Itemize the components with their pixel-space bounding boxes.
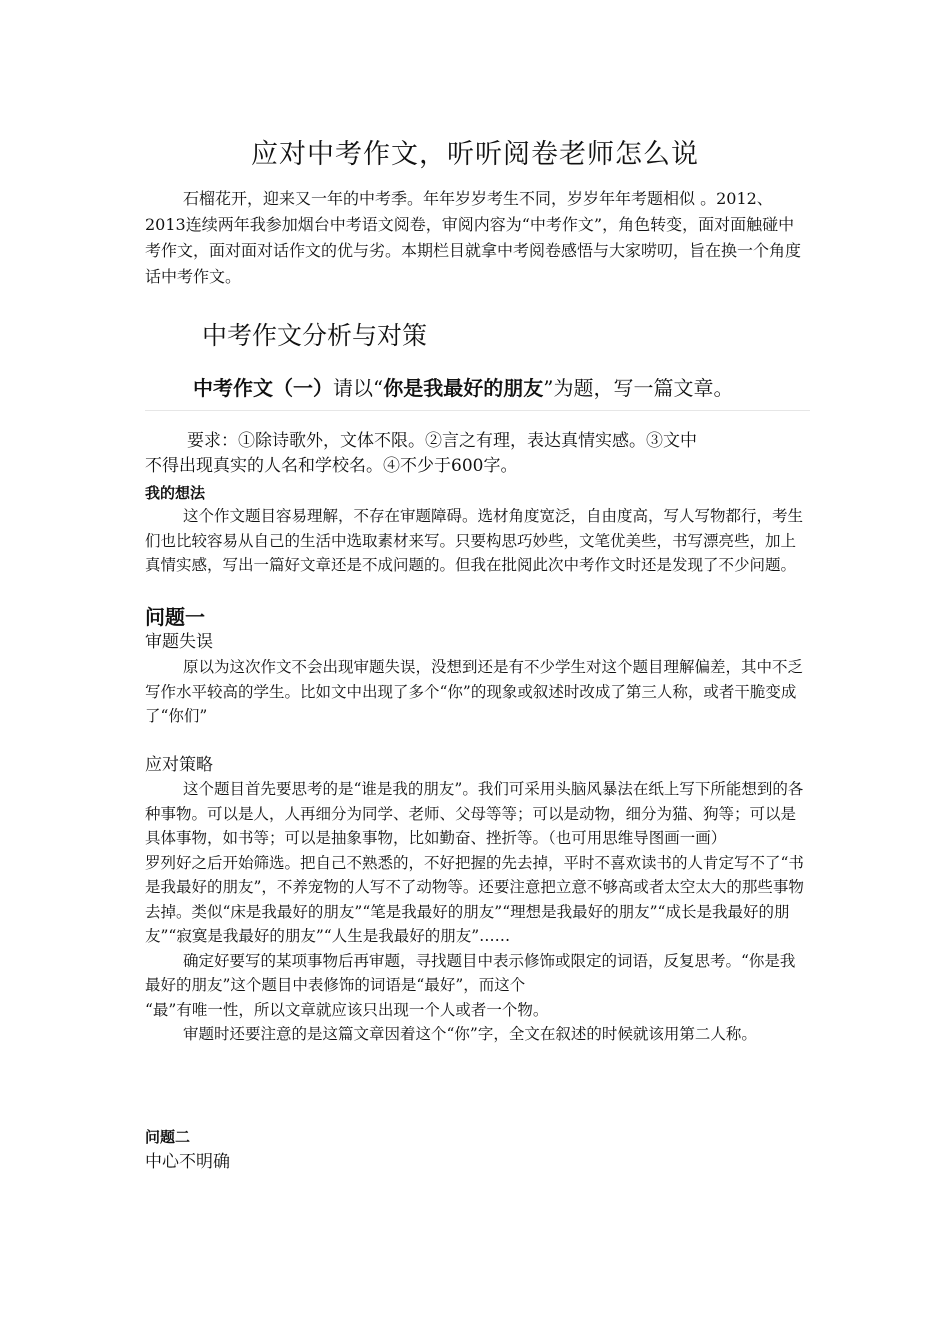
problem-two-heading: 问题二: [145, 1128, 191, 1146]
intro-paragraph: [145, 186, 810, 290]
strategy-paragraph-3a: 确定好要写的某项事物后再审题，寻找题目中表示修饰或限定的词语，反复思考。“你是我最好的朋友”这个题目中表修饰的词语是“最好”，而这个: [145, 951, 796, 994]
problem-two-section: [145, 1125, 810, 1175]
requirement-line-1: 要求：①除诗歌外，文体不限。②言之有理，表达真情实感。③文中: [187, 431, 697, 451]
intro-text: 石榴花开，迎来又一年的中考季。年年岁岁考生不同，岁岁年年考题相似 。2012、2013连续两年我参加烟台中考语文阅卷，审阅内容为“中考作文”，角色转变，面对面触碰中考作文，面对面对话作文的优与劣。本期栏目就拿中考阅卷感悟与大家唠叨，旨在换一个角度话中考作文。: [145, 189, 802, 286]
strategy-paragraph-1: 这个题目首先要思考的是“谁是我的朋友”。我们可采用头脑风暴法在纸上写下所能想到的各种事物。可以是人，人再细分为同学、老师、父母等等；可以是动物，细分为猫、狗等；可以是具体事物，如书等；可以是抽象事物，比如勤奋、挫折等。（也可用思维导图画一画）: [145, 780, 804, 847]
requirement-line-2: 不得出现真实的人名和学校名。④不少于600字。: [145, 456, 518, 476]
problem-one-subheading: 审题失误: [145, 632, 213, 652]
section-title: 中考作文分析与对策: [202, 321, 428, 350]
strategy-paragraph-3b: “最”有唯一性，所以文章就应该只出现一个人或者一个物。: [145, 1000, 549, 1019]
problem-one-text: 原以为这次作文不会出现审题失误，没想到还是有不少学生对这个题目理解偏差，其中不乏写作水平较高的学生。比如文中出现了多个“你”的现象或叙述时改成了第三人称，或者干脆变成了“你们”: [145, 658, 804, 725]
topic-text-1: 请以“: [333, 376, 384, 400]
essay-topic: [193, 372, 733, 401]
problem-two-subheading: 中心不明确: [145, 1152, 230, 1172]
strategy-paragraph-2: 罗列好之后开始筛选。把自己不熟悉的，不好把握的先去掉，平时不喜欢读书的人肯定写不了“书是我最好的朋友”，不养宠物的人写不了动物等。还要注意把立意不够高或者太空太大的那些事物去掉。类似“床是我最好的朋友”“笔是我最好的朋友”“理想是我最好的朋友”“成长是我最好的朋友”“寂寞是我最好的朋友”“人生是我最好的朋友”……: [145, 853, 804, 945]
my-thoughts-text: 这个作文题目容易理解，不存在审题障碍。选材角度宽泛，自由度高，写人写物都行，考生们也比较容易从自己的生活中选取素材来写。只要构思巧妙些，文笔优美些，书写漂亮些，加上真情实感，写出一篇好文章还是不成问题的。但我在批阅此次中考作文时还是发现了不少问题。: [145, 507, 804, 574]
strategy-section: [145, 753, 810, 1047]
strategy-heading: 应对策略: [145, 755, 213, 775]
strategy-paragraph-4: 审题时还要注意的是这篇文章因着这个“你”字，全文在叙述的时候就该用第二人称。: [183, 1025, 757, 1043]
my-thoughts-heading: 我的想法: [145, 484, 206, 502]
requirements: [145, 429, 810, 479]
divider: [145, 410, 810, 411]
problem-one-section: [145, 604, 810, 729]
problem-one-heading: 问题一: [145, 605, 205, 629]
my-thoughts-section: [145, 482, 810, 578]
topic-lead: 中考作文（一）: [193, 376, 333, 400]
topic-text-2: ”为题，写一篇文章。: [543, 376, 734, 400]
page-title: 应对中考作文，听听阅卷老师怎么说: [251, 139, 699, 170]
topic-quote: 你是我最好的朋友: [383, 376, 544, 400]
